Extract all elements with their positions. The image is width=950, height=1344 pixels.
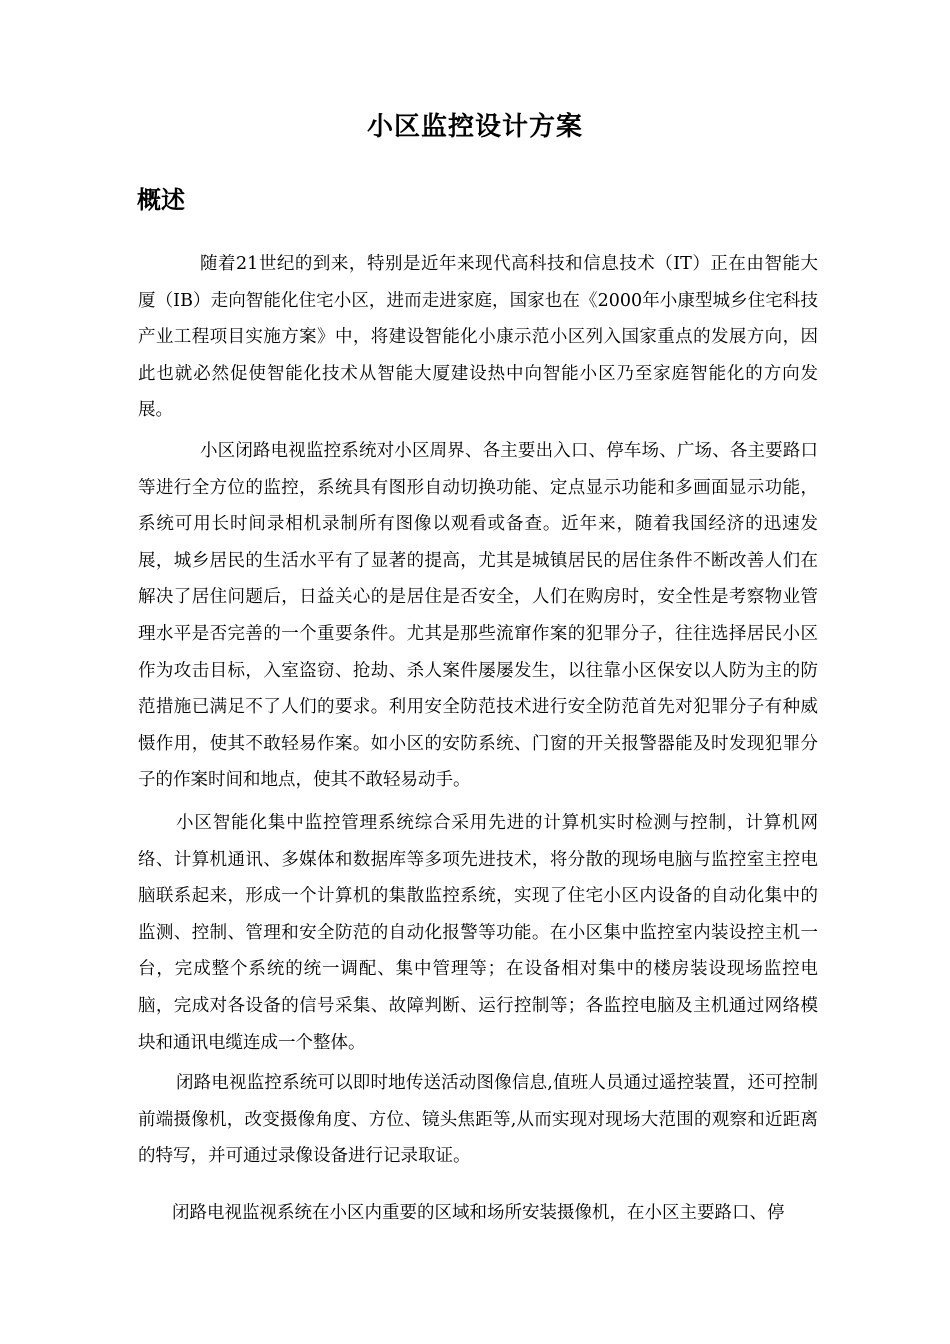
section-heading-overview: 概述 xyxy=(137,186,185,214)
paragraph-live-image-transmission: 闭路电视监控系统可以即时地传送活动图像信息,值班人员通过遥控装置，还可控制前端摄像机，改变摄像角度、方位、镜头焦距等,从而实现对现场大范围的观察和近距离的特写，并可通过录像设备进行记录取证。 xyxy=(138,1073,818,1167)
paragraph-cctv-overview: 小区闭路电视监控系统对小区周界、各主要出入口、停车场、广场、各主要路口等进行全方位的监控，系统具有图形自动切换功能、定点显示功能和多画面显示功能，系统可用长时间录相机录制所有图像以观看或备查。近年来，随着我国经济的迅速发展，城乡居民的生活水平有了显著的提高，尤其是城镇居民的居住条件不断改善人们在解决了居住问题后，日益关心的是居住是否安全，人们在购房时，安全性是考察物业管理水平是否完善的一个重要条件。尤其是那些流窜作案的犯罪分子，往往选择居民小区作为攻击目标，入室盗窃、抢劫、杀人案件屡屡发生，以往靠小区保安以人防为主的防范措施已满足不了人们的要求。利用安全防范技术进行安全防范首先对犯罪分子有种威慑作用，使其不敢轻易作案。如小区的安防系统、门窗的开关报警器能及时发现犯罪分子的作案时间和地点，使其不敢轻易动手。 xyxy=(138,441,818,791)
document-title: 小区监控设计方案 xyxy=(366,112,583,142)
paragraph-camera-installation: 闭路电视监视系统在小区内重要的区域和场所安装摄像机，在小区主要路口、停 xyxy=(172,1203,785,1223)
paragraph-intro: 随着21世纪的到来，特别是近年来现代高科技和信息技术（IT）正在由智能大厦（IB）走向智能化住宅小区，进而走进家庭，国家也在《2000年小康型城乡住宅科技产业工程项目实施方案》中，将建设智能化小康示范小区列入国家重点的发展方向，因此也就必然促使智能化技术从智能大厦建设热中向智能小区乃至家庭智能化的方向发展。 xyxy=(138,254,818,421)
paragraph-centralized-monitoring: 小区智能化集中监控管理系统综合采用先进的计算机实时检测与控制，计算机网络、计算机通讯、多媒体和数据库等多项先进技术，将分散的现场电脑与监控室主控电脑联系起来，形成一个计算机的集散监控系统，实现了住宅小区内设备的自动化集中的监测、控制、管理和安全防范的自动化报警等功能。在小区集中监控室内装设控主机一台，完成整个系统的统一调配、集中管理等；在设备相对集中的楼房装设现场监控电脑，完成对各设备的信号采集、故障判断、运行控制等；各监控电脑及主机通过网络模块和通讯电缆连成一个整体。 xyxy=(138,813,818,1053)
